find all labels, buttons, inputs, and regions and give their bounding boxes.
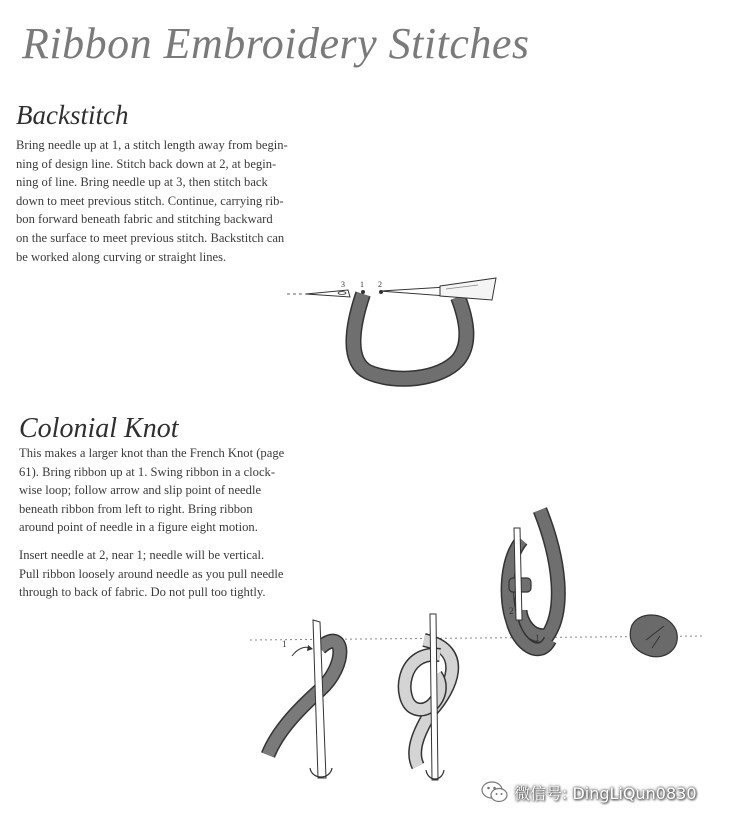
backstitch-label-1: 1 — [360, 280, 364, 289]
text-line: down to meet previous stitch. Continue, carrying rib- — [16, 193, 284, 208]
text-line: bon forward beneath fabric and stitching backward — [16, 212, 273, 227]
text-line: on the surface to meet previous stitch. Backstitch can — [16, 230, 285, 245]
backstitch-label-3: 3 — [341, 280, 345, 289]
text-line: wise loop; follow arrow and slip point of needle — [19, 483, 262, 498]
text-line: 61). Bring ribbon up at 1. Swing ribbon in a clock- — [19, 464, 276, 479]
text-line: through to back of fabric. Do not pull too tightly. — [19, 585, 266, 600]
page-title: Ribbon Embroidery Stitches — [22, 19, 530, 68]
text-line: Insert needle at 2, near 1; needle will be vertical. — [19, 548, 265, 562]
colonial-knot-step-1 — [268, 620, 340, 778]
text-line: be worked along curving or straight lines. — [16, 249, 227, 264]
backstitch-label-2: 2 — [378, 280, 382, 289]
backstitch-heading: Backstitch — [16, 100, 129, 130]
colonial-knot-heading: Colonial Knot — [19, 413, 179, 444]
step-3-label-1: 1 — [535, 633, 540, 643]
text-line: This makes a larger knot than the French Knot (page — [19, 446, 285, 460]
finished-colonial-knot — [630, 615, 677, 657]
text-line: Bring needle up at 1, a stitch length away from begin- — [16, 138, 288, 152]
text-line: ning of line. Bring needle up at 3, then stitch back — [16, 175, 268, 190]
wechat-icon — [480, 780, 510, 804]
step-3-label-2: 2 — [509, 606, 514, 616]
text-line: Pull ribbon loosely around needle as you pull needle — [19, 566, 284, 581]
wechat-id-text: 微信号: DingLiQun0830 — [514, 784, 697, 803]
text-line: ning of design line. Stitch back down at 2, at begin- — [16, 156, 277, 171]
text-line: beneath ribbon from left to right. Bring ribbon — [19, 501, 253, 516]
backstitch-diagram — [287, 278, 496, 379]
colonial-knot-step-3 — [508, 510, 559, 649]
wechat-watermark — [480, 778, 720, 806]
text-line: around point of needle in a figure eight motion. — [19, 520, 258, 535]
step-1-label: 1 — [282, 639, 287, 649]
